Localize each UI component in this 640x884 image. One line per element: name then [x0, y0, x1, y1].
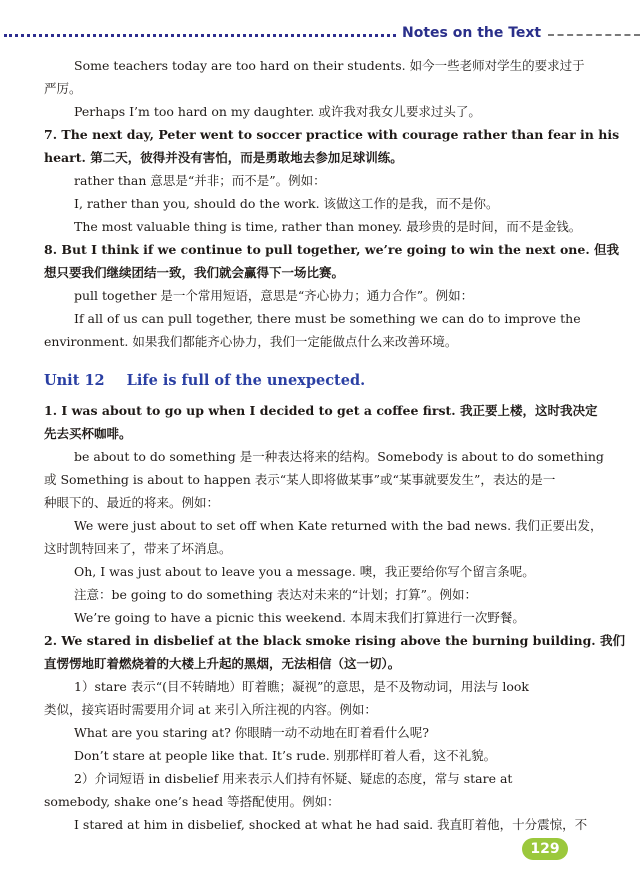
text-line: 严厉。 [44, 81, 82, 96]
page-body [0, 54, 640, 836]
notes-block-unit-12 [0, 399, 640, 836]
text-line: rather than 意思是“并非；而不是”。例如： [74, 173, 326, 188]
text-line: somebody, shake one’s head 等搭配使用。例如： [44, 794, 340, 809]
text-line: 直愣愣地盯着燃烧着的大楼上升起的黑烟，无法相信（这一切）。 [44, 656, 401, 671]
text-line: What are you staring at? 你眼睛一动不动地在盯着看什么呢? [74, 725, 429, 740]
text-line: Don’t stare at people like that. It’s rude. 别那样盯着人看，这不礼貌。 [74, 748, 497, 763]
text-line: heart. 第二天，彼得并没有害怕，而是勇敢地去参加足球训练。 [44, 150, 403, 165]
running-header-title: Notes on the Text [402, 25, 542, 41]
notes-block-unit-11 [0, 54, 640, 353]
text-line: 想只要我们继续团结一致，我们就会赢得下一场比赛。 [44, 265, 345, 280]
page-number-badge: 129 [522, 838, 568, 860]
text-line: be about to do something 是一种表达将来的结构。Somebody is about to do something [74, 449, 604, 464]
text-line: Oh, I was just about to leave you a message. 噢，我正要给你写个留言条呢。 [74, 564, 535, 579]
text-line: 1）stare 表示“(目不转睛地）盯着瞧；凝视”的意思，是不及物动词，用法与 look [74, 679, 529, 694]
text-line: We’re going to have a picnic this weekend. 本周末我们打算进行一次野餐。 [74, 610, 525, 625]
text-line: I, rather than you, should do the work. 该做这工作的是我，而不是你。 [74, 196, 499, 211]
header-dots-right [548, 34, 640, 36]
text-line: 先去买杯咖啡。 [44, 426, 132, 441]
text-line: pull together 是一个常用短语，意思是“齐心协力；通力合作”。例如： [74, 288, 474, 303]
text-line: 7. The next day, Peter went to soccer practice with courage rather than fear in his [44, 127, 620, 142]
text-line: We were just about to set off when Kate returned with the bad news. 我们正要出发， [74, 518, 603, 533]
text-line: The most valuable thing is time, rather than money. 最珍贵的是时间，而不是金钱。 [74, 219, 582, 234]
text-line: 类似，接宾语时需要用介词 at 来引入所注视的内容。例如： [44, 702, 377, 717]
text-line: environment. 如果我们都能齐心协力，我们一定能做点什么来改善环境。 [44, 334, 458, 349]
unit-number: Unit 12 [44, 372, 105, 389]
text-line: If all of us can pull together, there must be something we can do to improve the [74, 311, 581, 326]
text-line: 这时凯特回来了，带来了坏消息。 [44, 541, 232, 556]
text-line: 1. I was about to go up when I decided to get a coffee first. 我正要上楼，这时我决定 [44, 403, 598, 418]
text-line: 种眼下的、最近的将来。例如： [44, 495, 220, 510]
unit-heading [0, 367, 640, 395]
text-line: 或 Something is about to happen 表示“某人即将做某事”或“某事就要发生”，表达的是一 [44, 472, 556, 487]
text-line: 8. But I think if we continue to pull together, we’re going to win the next one. 但我 [44, 242, 620, 257]
text-line: 注意：be going to do something 表达对未来的“计划；打算”。例如： [74, 587, 478, 602]
unit-title: Life is full of the unexpected. [126, 372, 366, 389]
text-line: 2. We stared in disbelief at the black smoke rising above the burning building. 我们 [44, 633, 626, 648]
text-line: I stared at him in disbelief, shocked at what he had said. 我直盯着他，十分震惊，不 [74, 817, 588, 832]
text-line: 2）介词短语 in disbelief 用来表示人们持有怀疑、疑虑的态度，常与 stare at [74, 771, 513, 786]
header-dots-left [4, 34, 396, 37]
text-line: Some teachers today are too hard on their students. 如今一些老师对学生的要求过于 [74, 58, 585, 73]
text-line: Perhaps I’m too hard on my daughter. 或许我对我女儿要求过头了。 [74, 104, 481, 119]
